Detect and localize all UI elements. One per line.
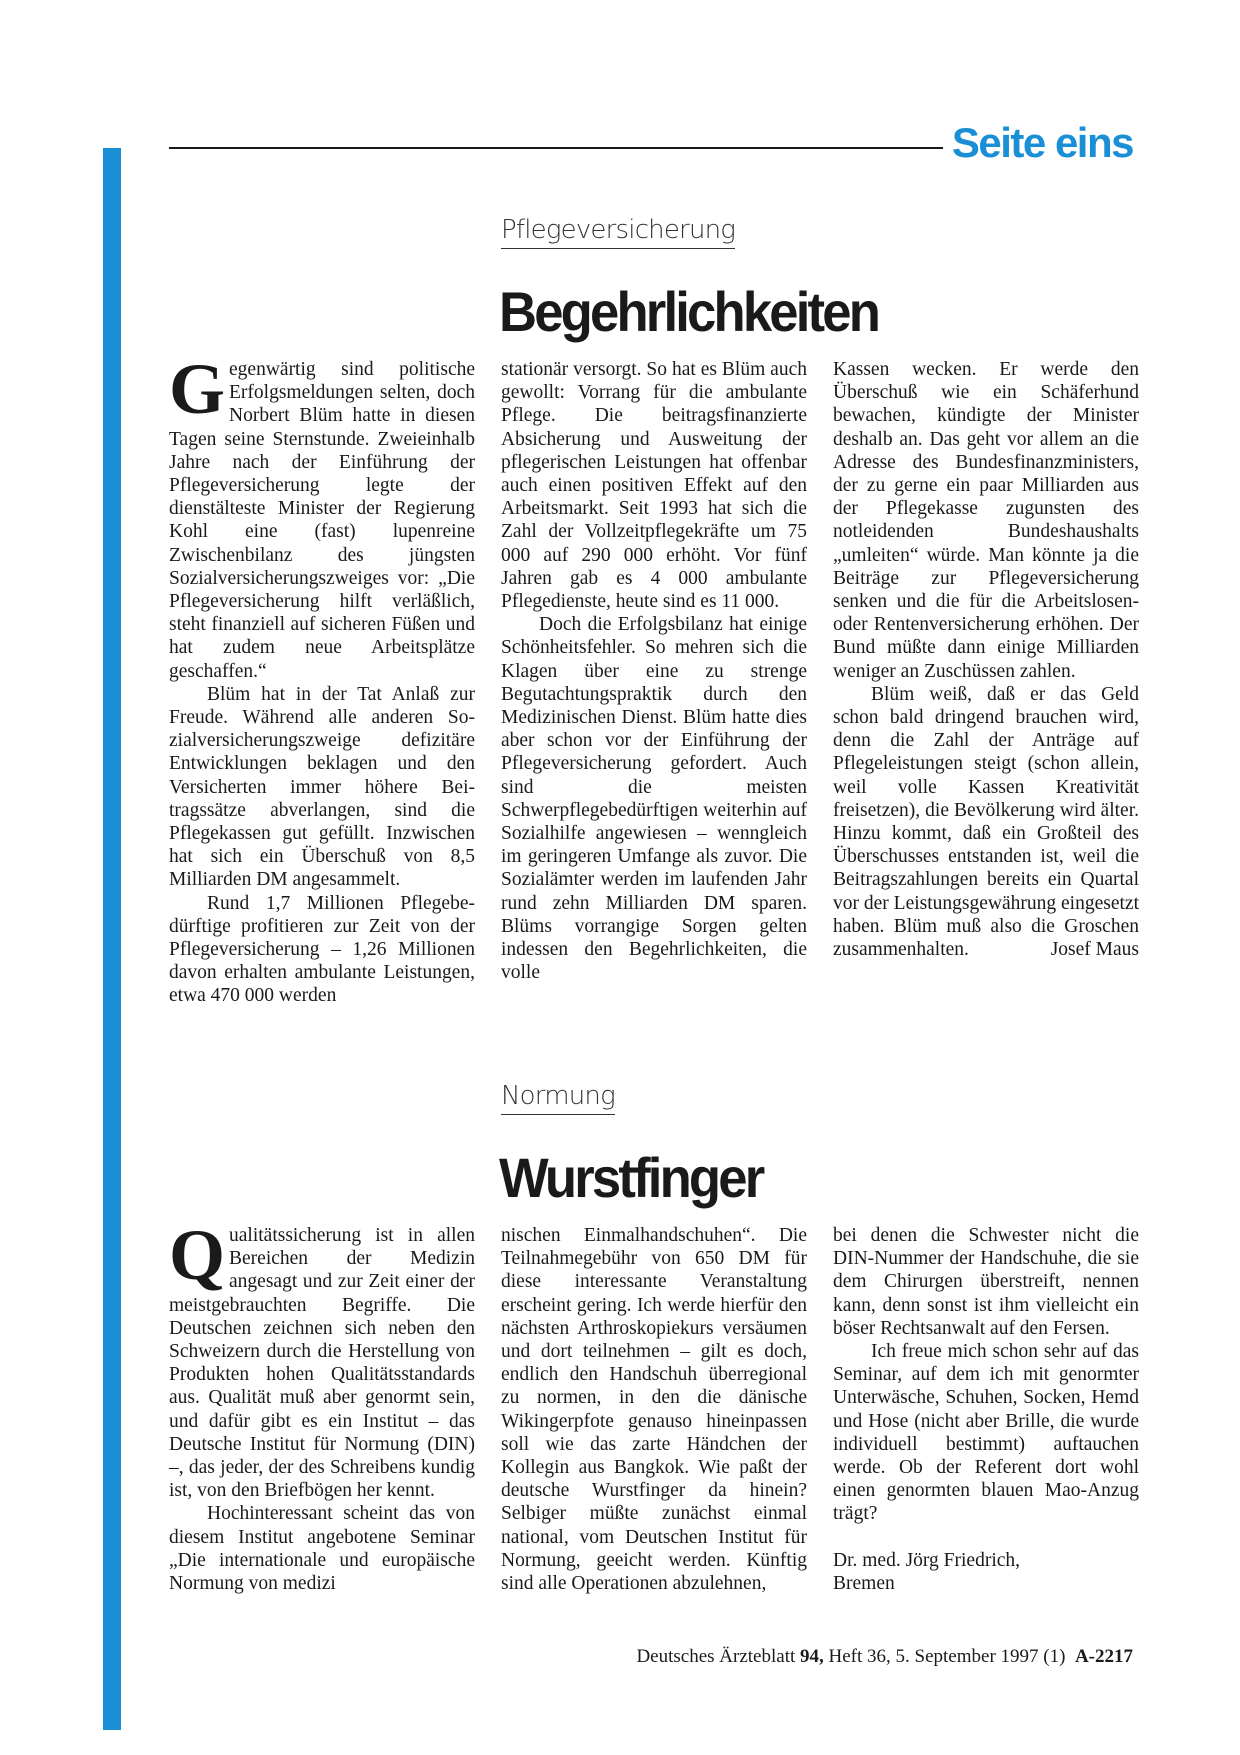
paragraph: Blüm hat in der Tat Anlaß zur Freude. Während alle anderen Sozialversicherungszweige defizitäre Entwicklungen beklagen und den Versicherten immer höhere Beitragssätze abverlangen, sind die Pflegekassen gut gefüllt. Inzwischen hat sich ein Überschuß von 8,5 Milliarden DM angesammelt. [169,683,475,891]
section-title: Seite eins [951,119,1133,166]
article-column-1 [169,349,475,1008]
paragraph: bei denen die Schwester nicht die DIN-Nummer der Handschuhe, die sie dem Chirurgen überstreift, nennen kann, denn sonst ist ihm vielleicht ein böser Rechtsanwalt auf den Fersen. [833,1225,1139,1339]
footer-journal: Deutsches Ärzteblatt [636,1646,796,1667]
drop-cap: G [169,349,226,429]
article-headline: Begehrlichkeiten [499,280,879,343]
header-rule [169,147,943,149]
paragraph: stationär versorgt. So hat es Blüm auch gewollt: Vorrang für die ambulante Pflege. Die beitragsfinanzierte Absicherung und Ausweitung der pflegerischen Leistungen hat offenbar auch einen positiven Effekt auf den Arbeitsmarkt. Seit 1993 hat sich die Zahl der Vollzeitpflegekräfte um 75 000 auf 290 000 erhöht. Vor fünf Jahren gab es 4 000 ambulante Pflegedienste, heute sind es 11 000. [501,359,807,613]
drop-cap: Q [169,1215,226,1295]
paragraph: Hochinteressant scheint das von diesem Institut angebotene Seminar „Die internationale und europäische Normung von medizi [169,1503,475,1595]
paragraph: Rund 1,7 Millionen Pflegebedürftige profitieren zur Zeit von der Pflegeversicherung – 1,26 Millionen davon erhalten ambulante Leistungen, etwa 470 000 werden [169,892,475,1007]
paragraph: Blüm weiß, daß er das Geld schon bald dringend brauchen wird, denn die Zahl der Anträge auf Pflegeleistungen steigt (schon allein, weil volle Kassen Kreativität freisetzen), die Bevölkerung wird älter. Hinzu kommt, daß ein Großteil des Überschusses entstanden ist, weil die Beitragszahlungen bereits ein Quartal vor der Leistungsgewährung eingesetzt haben. Blüm muß also die Groschen zusammenhalten. [833,683,1139,961]
paragraph: Doch die Erfolgsbilanz hat einige Schönheitsfehler. So mehren sich die Klagen über eine zu strenge Begutachtungspraktik durch den Medizinischen Dienst. Blüm hatte dies aber schon vor der Einführung der Pflegeversicherung gefordert. Auch sind die meisten Schwerpflegebedürftigen weiterhin auf Sozialhilfe angewiesen – wenngleich im geringeren Umfange als zuvor. Die Sozialämter werden im laufenden Jahr rund zehn Milliarden DM sparen. Blüms vorrangige Sorgen gelten indessen den Begehrlichkeiten, die volle [501,614,807,984]
paragraph: Ich freue mich schon sehr auf das Seminar, auf dem ich mit genormter Unterwäsche, Schuhen, Socken, Hemd und Hose (nicht aber Brille, die wurde individuell bestimmt) auftauchen werde. Ob der Referent dort wohl einen genormten blauen Mao-Anzug trägt? [833,1341,1139,1525]
signature-city: Bremen [833,1572,895,1594]
article-column-1 [169,1215,475,1595]
paragraph: nischen Einmalhandschuhen“. Die Teilnahmegebühr von 650 DM für diese interessante Veranstaltung erscheint gering. Ich werde hierfür den nächsten Arthroskopiekurs versäumen und dort teilnehmen – gilt es doch, endlich den Handschuh überregional zu normen, in den die dänische Wikingerpfote genauso hineinpassen soll wie das zarte Händchen der Kollegin aus Bangkok. Wie paßt der deutsche Wurstfinger da hinein? Selbiger müßte zunächst einmal national, vom Deutschen Institut für Normung, geeicht werden. Künftig sind alle Operationen abzulehnen, [501,1225,807,1595]
article-column-3 [833,1224,1139,1595]
paragraph: ualitätssicherung ist in allen Bereichen der Medizin angesagt und zur Zeit einer der meistgebrauchten Begriffe. Die Deutschen zeichnen sich neben den Schweizern durch die Herstellung von Produkten hohen Qualitätsstandards aus. Qualität muß aber genormt sein, und dafür gibt es ein Institut – das Deutsche Institut für Normung (DIN) –, das jeder, der des Schreibens kundig ist, von den Briefbögen her kennt. [169,1225,475,1502]
footer-page-number: A-2217 [1074,1646,1133,1667]
article-column-2 [501,1224,807,1595]
article-column-3 [833,358,1139,961]
footer-issue: Heft 36, 5. September 1997 (1) [828,1646,1066,1667]
footer-volume: 94, [800,1646,824,1667]
paragraph: Kassen wecken. Er werde den Überschuß wie ein Schäferhund bewachen, kündigte der Minister deshalb an. Das geht vor allem an die Adresse des Bundesfinanzministers, der zu gerne ein paar Milliarden aus der Pflegekasse zugunsten des notleidenden Bundeshaushalts „umleiten“ würde. Man könnte ja die Beiträge zur Pflegeversicherung senken und die für die Arbeitslosen- oder Rentenversicherung erhöhen. Der Bund müßte dann einige Milliarden weniger an Zuschüssen zahlen. [833,359,1139,682]
paragraph: egenwärtig sind politische Erfolgsmeldungen selten, doch Norbert Blüm hatte in diesen Tagen seine Sternstunde. Zweieinhalb Jahre nach der Einführung der Pflegeversicherung legte der dienstälteste Minister der Regierung Kohl eine (fast) lupenreine Zwischenbilanz des jüngsten Sozialversicherungszweiges vor: „Die Pflegeversicherung hilft verläßlich, steht finanziell auf sicheren Füßen und hat zudem neue Arbeitsplätze geschaffen.“ [169,359,475,682]
article-kicker: Pflegeversicherung [501,216,735,249]
page-footer [636,1646,1133,1668]
author-name: Josef Maus [1050,939,1139,961]
article-headline: Wurstfinger [499,1146,763,1209]
signature-name: Dr. med. Jörg Friedrich, [833,1549,1021,1571]
article-kicker: Normung [501,1082,615,1115]
accent-side-bar [103,148,121,1730]
article-column-2 [501,358,807,984]
